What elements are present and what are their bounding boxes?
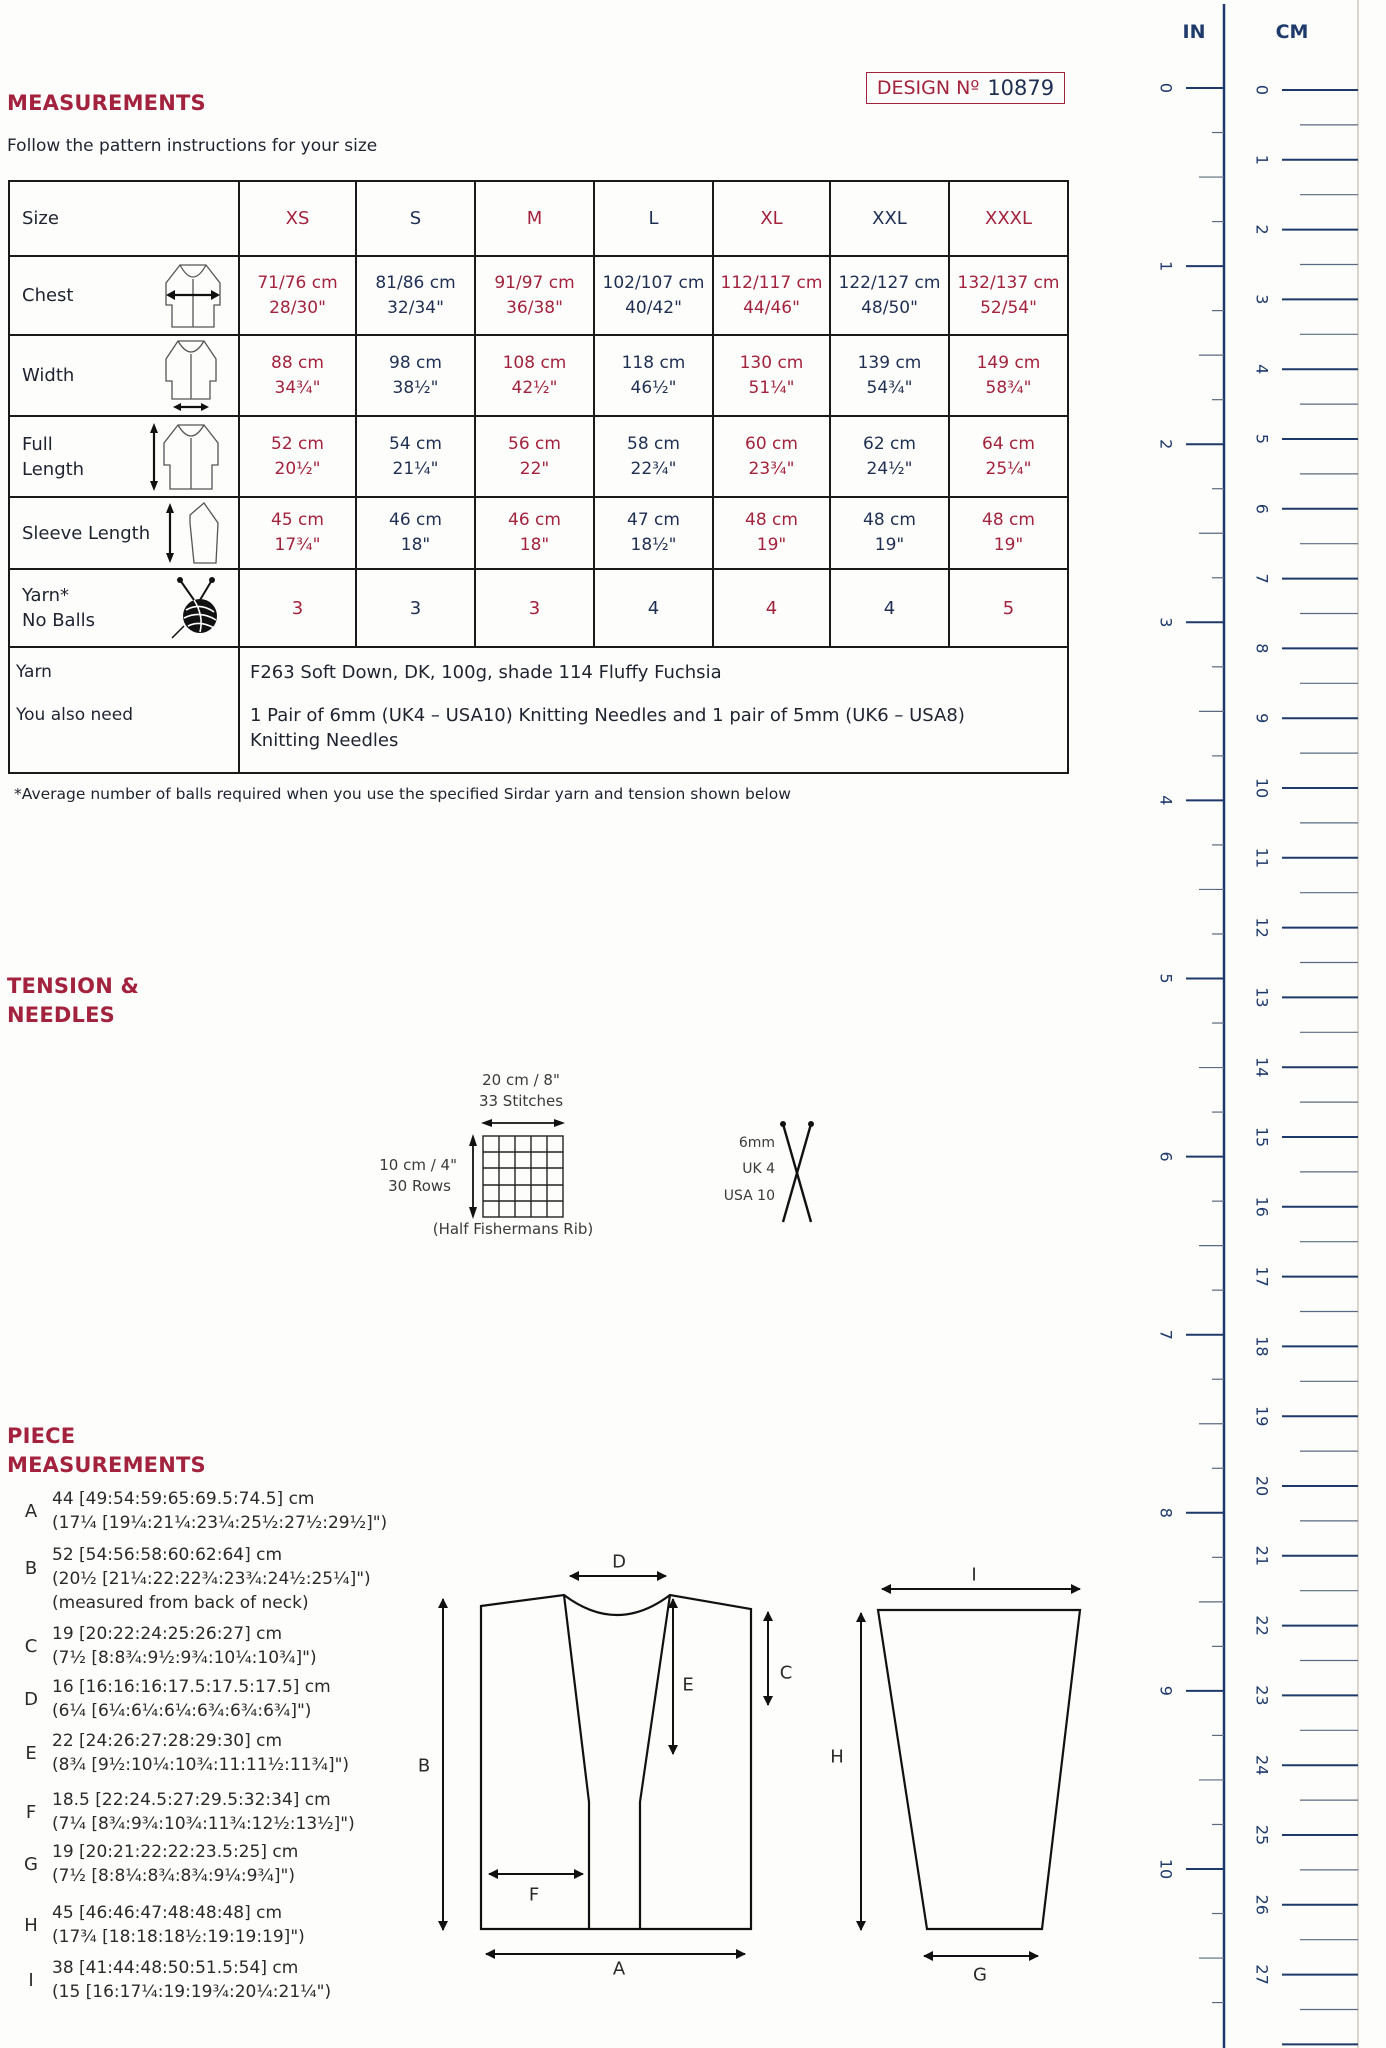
ruler-cm-label: 14 [1252, 1057, 1272, 1078]
piece-letter: F [25, 1802, 37, 1823]
full-length-l: 58 cm 22¾" [594, 416, 713, 497]
ruler-inch-label: 9 [1156, 1685, 1176, 1696]
design-number-box [866, 72, 1065, 104]
full-length-xl: 60 cm 23¾" [713, 416, 830, 497]
measurements-subtitle: Follow the pattern instructions for your size [7, 136, 378, 156]
piece-cm-line: 38 [41:44:48:50:51.5:54] cm [52, 1958, 299, 1978]
ruler-cm-label: 4 [1252, 364, 1272, 375]
yarn-balls-xs: 3 [239, 569, 356, 647]
chest-label-cell [9, 256, 239, 335]
sleeve-length-m: 46 cm 18" [475, 497, 594, 569]
ruler-cm-label: 1 [1252, 154, 1272, 165]
ruler-inch-label: 4 [1156, 795, 1176, 806]
table-row-sleeve-length [9, 497, 1068, 569]
ruler-cm-label: 20 [1252, 1475, 1272, 1497]
piece-cm-line: 16 [16:16:16:17.5:17.5:17.5] cm [52, 1677, 331, 1697]
size-xxxl: XXXL [949, 181, 1068, 256]
sleeve-length-label: Sleeve Length [22, 522, 151, 544]
size-m: M [475, 181, 594, 256]
full-length-m: 56 cm 22" [475, 416, 594, 497]
footnote: *Average number of balls required when you use the specified Sirdar yarn and tension shown below [14, 785, 791, 803]
yarn-balls-label-cell [9, 569, 239, 647]
diagram-label-i: I [971, 1564, 977, 1586]
yarn-balls-xxl: 4 [830, 569, 949, 647]
piece-letter: C [24, 1636, 38, 1657]
piece-letter: B [24, 1558, 38, 1579]
ruler-inch-label: 3 [1156, 617, 1176, 628]
piece-inch-line: (15 [16:17¼:19:19¾:20¼:21¼") [52, 1982, 332, 2002]
width-l: 118 cm 46½" [594, 335, 713, 416]
ruler-inch-label: 1 [1156, 261, 1176, 272]
size-l: L [594, 181, 713, 256]
piece-inch-line: (7¼ [8¾:9¾:10¾:11¾:12½:13½]") [52, 1814, 355, 1834]
cardigan-width-icon [160, 339, 222, 413]
sleeve-length-icon [164, 501, 224, 565]
diagram-label-c: C [779, 1662, 793, 1684]
piece-inch-line: (20½ [21¼:22:22¾:23¾:24½:25¼]") [52, 1569, 371, 1589]
table-row-chest [9, 256, 1068, 335]
width-xl: 130 cm 51¼" [713, 335, 830, 416]
piece-cm-line: 22 [24:26:27:28:29:30] cm [52, 1731, 283, 1751]
width-xs: 88 cm 34¾" [239, 335, 356, 416]
ruler-cm-label: 7 [1252, 573, 1272, 584]
full-length-xs: 52 cm 20½" [239, 416, 356, 497]
needle-usa: USA 10 [723, 1188, 775, 1204]
ruler-cm-label: 12 [1252, 917, 1272, 938]
piece-measurements-heading: PIECE MEASUREMENTS [7, 1424, 206, 1477]
sleeve-length-s: 46 cm 18" [356, 497, 475, 569]
ruler-inch-label: 8 [1156, 1507, 1176, 1518]
piece-letter: H [24, 1915, 38, 1936]
yarn-label: Yarn [16, 662, 52, 682]
ruler-cm-label: 11 [1252, 847, 1272, 868]
width-m: 108 cm 42½" [475, 335, 594, 416]
ruler-cm-label: 0 [1252, 84, 1272, 96]
yarn-balls-xl: 4 [713, 569, 830, 647]
piece-inch-line: (17¼ [19¼:21¼:23¼:25½:27½:29½]") [52, 1513, 388, 1533]
ruler-cm-label: 3 [1252, 294, 1272, 305]
piece-cm-line: 19 [20:22:24:25:26:27] cm [52, 1624, 283, 1644]
ruler-inch-label: 10 [1156, 1858, 1176, 1880]
piece-letter: I [28, 1970, 34, 1991]
sleeve-length-xxl: 48 cm 19" [830, 497, 949, 569]
chest-xxl: 122/127 cm 48/50" [830, 256, 949, 335]
size-s: S [356, 181, 475, 256]
full-length-s: 54 cm 21¼" [356, 416, 475, 497]
ruler-cm-label: 6 [1252, 503, 1272, 514]
piece-inch-line: (6¼ [6¼:6¼:6¼:6¾:6¾:6¾]") [52, 1701, 312, 1721]
piece-letter: E [25, 1743, 37, 1764]
piece-cm-line: 19 [20:21:22:22:23.5:25] cm [52, 1842, 299, 1862]
table-row-full-length [9, 416, 1068, 497]
full-length-xxl: 62 cm 24½" [830, 416, 949, 497]
yarn-balls-m: 3 [475, 569, 594, 647]
ruler-cm-label: 26 [1252, 1894, 1272, 1915]
piece-inch-line: (7½ [8:8¾:9½:9¾:10¼:10¾]") [52, 1648, 317, 1668]
ruler-cm-label: 9 [1252, 713, 1272, 724]
diagram-label-b: B [417, 1755, 431, 1777]
sleeve-length-xxxl: 48 cm 19" [949, 497, 1068, 569]
tension-heading: TENSION & NEEDLES [7, 974, 140, 1027]
full-length-xxxl: 64 cm 25¼" [949, 416, 1068, 497]
tension-height-label: 10 cm / 4" [379, 1156, 457, 1174]
piece-cm-line: 18.5 [22:24.5:27:29.5:32:34] cm [52, 1790, 331, 1810]
ruler-cm-label: 18 [1252, 1336, 1272, 1357]
piece-letter: A [24, 1501, 38, 1522]
ruler-inch-label: 2 [1156, 439, 1176, 450]
sleeve-piece-outline [878, 1610, 1080, 1929]
ruler-inch-label: 7 [1156, 1329, 1176, 1340]
table-row-size [9, 181, 1068, 256]
chest-xxxl: 132/137 cm 52/54" [949, 256, 1068, 335]
ruler-cm-label: 22 [1252, 1615, 1272, 1636]
needle-uk: UK 4 [742, 1161, 775, 1177]
tension-rows: 30 Rows [388, 1177, 451, 1195]
ruler-cm-label: 27 [1252, 1964, 1272, 1985]
full-length-label: Full Length [22, 433, 85, 480]
cardigan-length-icon [148, 421, 224, 493]
tension-width-label: 20 cm / 8" [482, 1071, 560, 1089]
sleeve-length-label-cell [9, 497, 239, 569]
tension-stitch-pattern: (Half Fishermans Rib) [432, 1220, 594, 1238]
piece-cm-line: 44 [49:54:59:65:69.5:74.5] cm [52, 1489, 315, 1509]
ruler-inch-header: IN [1182, 21, 1206, 43]
piece-cm-line: 52 [54:56:58:60:62:64] cm [52, 1545, 283, 1565]
chest-xs: 71/76 cm 28/30" [239, 256, 356, 335]
chest-l: 102/107 cm 40/42" [594, 256, 713, 335]
sleeve-length-xl: 48 cm 19" [713, 497, 830, 569]
size-label: Size [9, 181, 239, 256]
ruler-cm-label: 15 [1252, 1126, 1272, 1148]
measurements-table [8, 180, 1069, 774]
ruler-cm-label: 17 [1252, 1266, 1272, 1287]
width-xxxl: 149 cm 58¾" [949, 335, 1068, 416]
also-need-line-1: 1 Pair of 6mm (UK4 – USA10) Knitting Needles and 1 pair of 5mm (UK6 – USA8) [250, 705, 965, 726]
ruler-cm-label: 19 [1252, 1406, 1272, 1427]
ruler-cm-label: 21 [1252, 1545, 1272, 1566]
sleeve-length-l: 47 cm 18½" [594, 497, 713, 569]
piece-inch-line: (17¾ [18:18:18½:19:19:19]") [52, 1927, 305, 1947]
also-need-label: You also need [16, 705, 133, 725]
chest-label: Chest [22, 285, 74, 306]
diagram-label-g: G [973, 1964, 987, 1986]
ruler-cm-label: 25 [1252, 1824, 1272, 1846]
yarn-value: F263 Soft Down, DK, 100g, shade 114 Fluffy Fuchsia [250, 662, 722, 683]
width-s: 98 cm 38½" [356, 335, 475, 416]
ruler-cm-label: 13 [1252, 987, 1272, 1008]
yarn-balls-s: 3 [356, 569, 475, 647]
table-row-yarn-and-needs [9, 647, 1068, 773]
extra-labels-cell [9, 647, 239, 773]
chest-s: 81/86 cm 32/34" [356, 256, 475, 335]
measurements-heading: MEASUREMENTS [7, 91, 206, 115]
diagram-label-h: H [830, 1746, 844, 1768]
ruler-cm-label: 24 [1252, 1755, 1272, 1776]
diagram-label-d: D [612, 1551, 626, 1573]
yarn-balls-label: Yarn* No Balls [22, 585, 95, 631]
diagram-label-a: A [612, 1958, 626, 1980]
knitting-needles-icon [778, 1120, 816, 1226]
width-label-cell [9, 335, 239, 416]
yarn-balls-xxxl: 5 [949, 569, 1068, 647]
width-label: Width [22, 365, 75, 386]
ruler-inch-label: 6 [1156, 1151, 1176, 1162]
ruler-cm-label: 23 [1252, 1685, 1272, 1706]
size-xxl: XXL [830, 181, 949, 256]
cardigan-chest-icon [162, 263, 224, 329]
ruler-cm-label: 16 [1252, 1196, 1272, 1217]
size-xs: XS [239, 181, 356, 256]
size-xl: XL [713, 181, 830, 256]
piece-inch-line: (8¾ [9½:10¼:10¾:11:11½:11¾]") [52, 1755, 350, 1775]
chest-xl: 112/117 cm 44/46" [713, 256, 830, 335]
also-need-line-2: Knitting Needles [250, 730, 399, 751]
needle-size: 6mm [738, 1135, 775, 1151]
ruler-cm-label: 2 [1252, 224, 1272, 235]
table-row-yarn-balls [9, 569, 1068, 647]
ruler-cm-label: 8 [1252, 643, 1272, 654]
piece-letter: D [24, 1689, 38, 1710]
ruler-inch-label: 0 [1156, 82, 1176, 94]
sleeve-length-xs: 45 cm 17¾" [239, 497, 356, 569]
design-label: DESIGN Nº [876, 77, 980, 99]
chest-m: 91/97 cm 36/38" [475, 256, 594, 335]
piece-letter: G [24, 1854, 38, 1875]
diagram-label-e: E [682, 1674, 694, 1696]
ruler-cm-header: CM [1275, 21, 1309, 43]
ruler-cm-label: 5 [1252, 433, 1272, 445]
full-length-label-cell [9, 416, 239, 497]
piece-inch-line: (7½ [8:8¼:8¾:8¾:9¼:9¾]") [52, 1866, 295, 1886]
design-number: 10879 [987, 76, 1055, 100]
tension-swatch-icon [462, 1112, 572, 1224]
extra-values-cell [239, 647, 1068, 773]
diagram-label-f: F [528, 1884, 540, 1906]
yarn-ball-icon [170, 576, 224, 640]
body-piece-outline [481, 1595, 751, 1929]
piece-cm-line: 45 [46:46:47:48:48:48] cm [52, 1903, 283, 1923]
tension-stitches: 33 Stitches [478, 1092, 564, 1110]
ruler-cm-label: 10 [1252, 777, 1272, 799]
piece-note-line: (measured from back of neck) [52, 1593, 309, 1613]
width-xxl: 139 cm 54¾" [830, 335, 949, 416]
yarn-balls-l: 4 [594, 569, 713, 647]
ruler-inch-label: 5 [1156, 973, 1176, 984]
table-row-width [9, 335, 1068, 416]
